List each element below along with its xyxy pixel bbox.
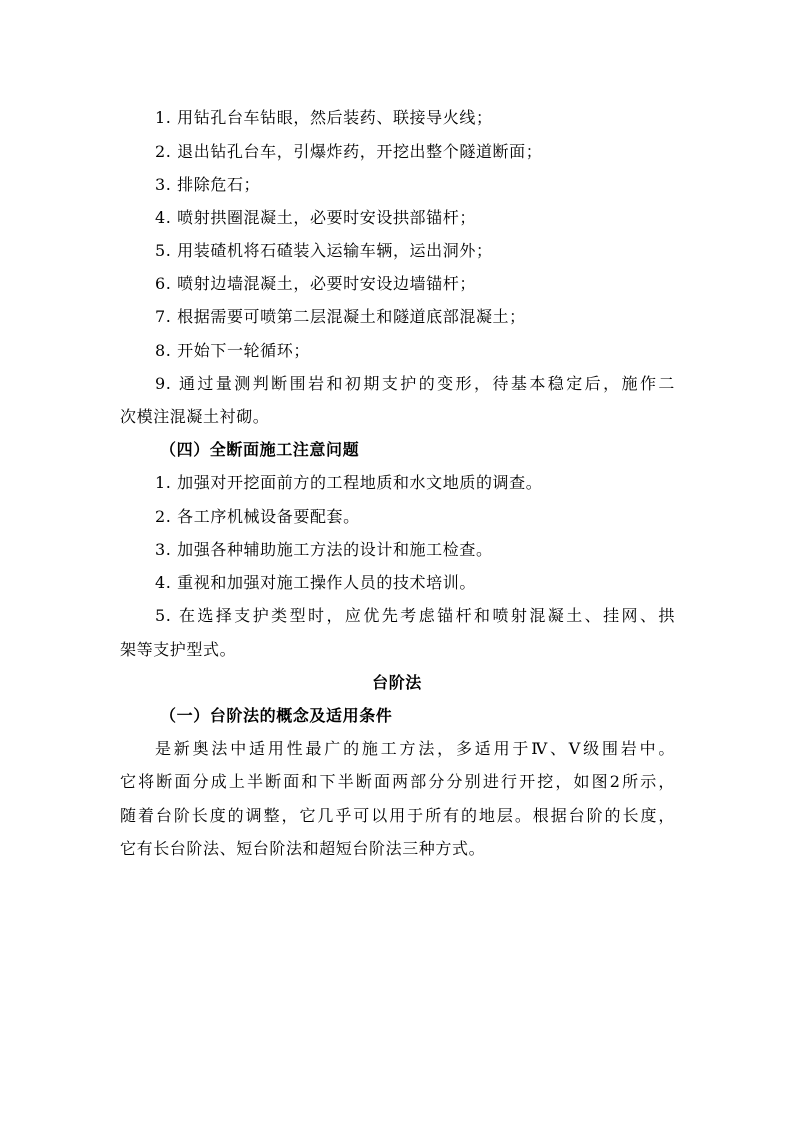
section-4-item-5-line-1: 5. 在选择支护类型时，应优先考虑锚杆和喷射混凝土、挂网、拱: [155, 606, 675, 625]
section-4-item-5-line-2: 架等支护型式。: [120, 640, 237, 659]
step-5: 5. 用装碴机将石碴装入运输车辆，运出洞外；: [155, 241, 493, 260]
section-4-item-3: 3. 加强各种辅助施工方法的设计和施工检查。: [155, 540, 493, 559]
bench-paragraph-line-2: 它将断面分成上半断面和下半断面两部分分别进行开挖，如图2所示，: [120, 772, 675, 791]
section-4-item-2: 2. 各工序机械设备要配套。: [155, 507, 360, 526]
step-4: 4. 喷射拱圈混凝土，必要时安设拱部锚杆；: [155, 208, 476, 227]
bench-paragraph-line-3: 随着台阶长度的调整，它几乎可以用于所有的地层。根据台阶的长度，: [120, 806, 675, 825]
bench-paragraph-line-1: 是新奥法中适用性最广的施工方法，多适用于Ⅳ、Ⅴ级围岩中。: [155, 739, 675, 758]
step-2: 2. 退出钻孔台车，引爆炸药，开挖出整个隧道断面；: [155, 142, 543, 161]
bench-paragraph-line-4: 它有长台阶法、短台阶法和超短台阶法三种方式。: [120, 839, 486, 858]
section-4-item-1: 1. 加强对开挖面前方的工程地质和水文地质的调查。: [155, 473, 543, 492]
bench-method-title: 台阶法: [372, 673, 422, 692]
step-9-line-1: 9. 通过量测判断围岩和初期支护的变形，待基本稳定后，施作二: [155, 374, 675, 393]
step-3: 3. 排除危石；: [155, 175, 261, 194]
step-6: 6. 喷射边墙混凝土，必要时安设边墙锚杆；: [155, 274, 476, 293]
bench-subheading: （一）台阶法的概念及适用条件: [160, 706, 393, 725]
step-8: 8. 开始下一轮循环；: [155, 341, 310, 360]
step-7: 7. 根据需要可喷第二层混凝土和隧道底部混凝土；: [155, 307, 526, 326]
section-4-item-4: 4. 重视和加强对施工操作人员的技术培训。: [155, 573, 476, 592]
step-1: 1. 用钻孔台车钻眼，然后装药、联接导火线；: [155, 108, 493, 127]
step-9-line-2: 次模注混凝土衬砌。: [120, 407, 270, 426]
section-4-heading: （四）全断面施工注意问题: [160, 440, 360, 459]
